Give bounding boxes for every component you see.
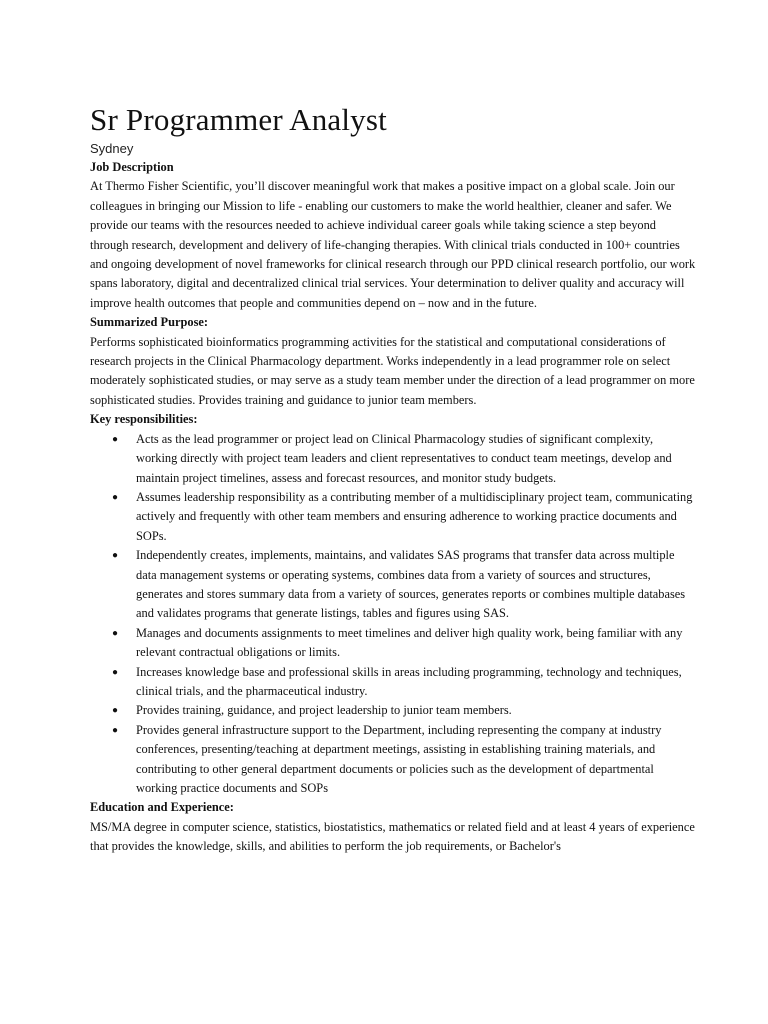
job-description-text: At Thermo Fisher Scientific, you’ll discover meaningful work that makes a positive impact on a global scale. Join our colleagues in bringing our Mission to life - enabling our customers to make the world healthier, cleaner and safer. We provide our teams with the resources needed to achieve individual career goals while taking science a step beyond through research, development and delivery of life-changing therapies. With clinical trials conducted in 100+ countries and ongoing development of novel frameworks for clinical research through our PPD clinical research portfolio, our work spans laboratory, digital and decentralized clinical trial services. Your determination to deliver quality and accuracy will improve health outcomes that people and communities depend on – now and in the future. xyxy=(90,179,696,310)
bullet-icon: ● xyxy=(112,666,119,678)
bullet-icon: ● xyxy=(112,724,119,736)
bullet-icon: ● xyxy=(112,550,119,562)
bullet-icon: ● xyxy=(112,491,119,503)
summarized-purpose-heading: Summarized Purpose: xyxy=(90,315,209,330)
education-text: MS/MA degree in computer science, statistics, biostatistics, mathematics or related field and at least 4 years of experience that provides the knowledge, skills, and abilities to perform the job requirements, or Bachelor's xyxy=(90,819,695,854)
list-item xyxy=(112,430,696,488)
list-item-text: Increases knowledge base and professional skills in areas including programming, technology and techniques, clinical trials, and the pharmaceutical industry. xyxy=(136,664,682,698)
education-heading: Education and Experience: xyxy=(90,800,234,815)
list-item-text: Provides general infrastructure support to the Department, including representing the company at industry conferences, presenting/teaching at department meetings, assisting in establishing training materials, and contributing to other general department documents or policies such as the development of departmental working practice documents and SOPs xyxy=(136,722,662,795)
list-item xyxy=(112,546,696,624)
list-item-text: Manages and documents assignments to meet timelines and deliver high quality work, being familiar with any relevant contractual obligations or limits. xyxy=(136,625,683,660)
bullet-icon: ● xyxy=(112,705,119,717)
list-item xyxy=(112,701,696,720)
list-item-text: Acts as the lead programmer or project lead on Clinical Pharmacology studies of significant complexity, working directly with project team leaders and client representatives to conduct team meetings, develop and maintain project timelines, assess and forecast resources, and monitor study budgets. xyxy=(136,431,672,485)
list-item xyxy=(112,624,696,663)
list-item xyxy=(112,488,696,546)
list-item-text: Assumes leadership responsibility as a contributing member of a multidisciplinary project team, communicating actively and frequently with other team members and ensuring adherence to working practice documents and SOPs. xyxy=(136,489,693,543)
list-item-text: Independently creates, implements, maintains, and validates SAS programs that transfer data across multiple data management systems or operating systems, combines data from a variety of sources and structures, generates and stores summary data from a variety of sources, generates reports or combines multiple databases and validates programs that generate listings, tables and figures using SAS. xyxy=(136,548,686,621)
responsibilities-list xyxy=(90,430,696,799)
list-item-text: Provides training, guidance, and project leadership to junior team members. xyxy=(136,703,512,718)
list-item xyxy=(112,721,696,799)
job-title: Sr Programmer Analyst xyxy=(90,102,387,137)
list-item xyxy=(112,663,696,702)
key-responsibilities-heading: Key responsibilities: xyxy=(90,412,198,427)
job-location: Sydney xyxy=(90,141,134,156)
job-description-heading: Job Description xyxy=(90,160,174,174)
summarized-purpose-text: Performs sophisticated bioinformatics programming activities for the statistical and computational considerations of research projects in the Clinical Pharmacology department. Works independently in a lead programmer role on select moderately sophisticated studies, or may serve as a study team member under the direction of a lead programmer on more sophisticated studies. Provides training and guidance to junior team members. xyxy=(90,334,695,407)
bullet-icon: ● xyxy=(112,433,119,445)
bullet-icon: ● xyxy=(112,627,119,639)
